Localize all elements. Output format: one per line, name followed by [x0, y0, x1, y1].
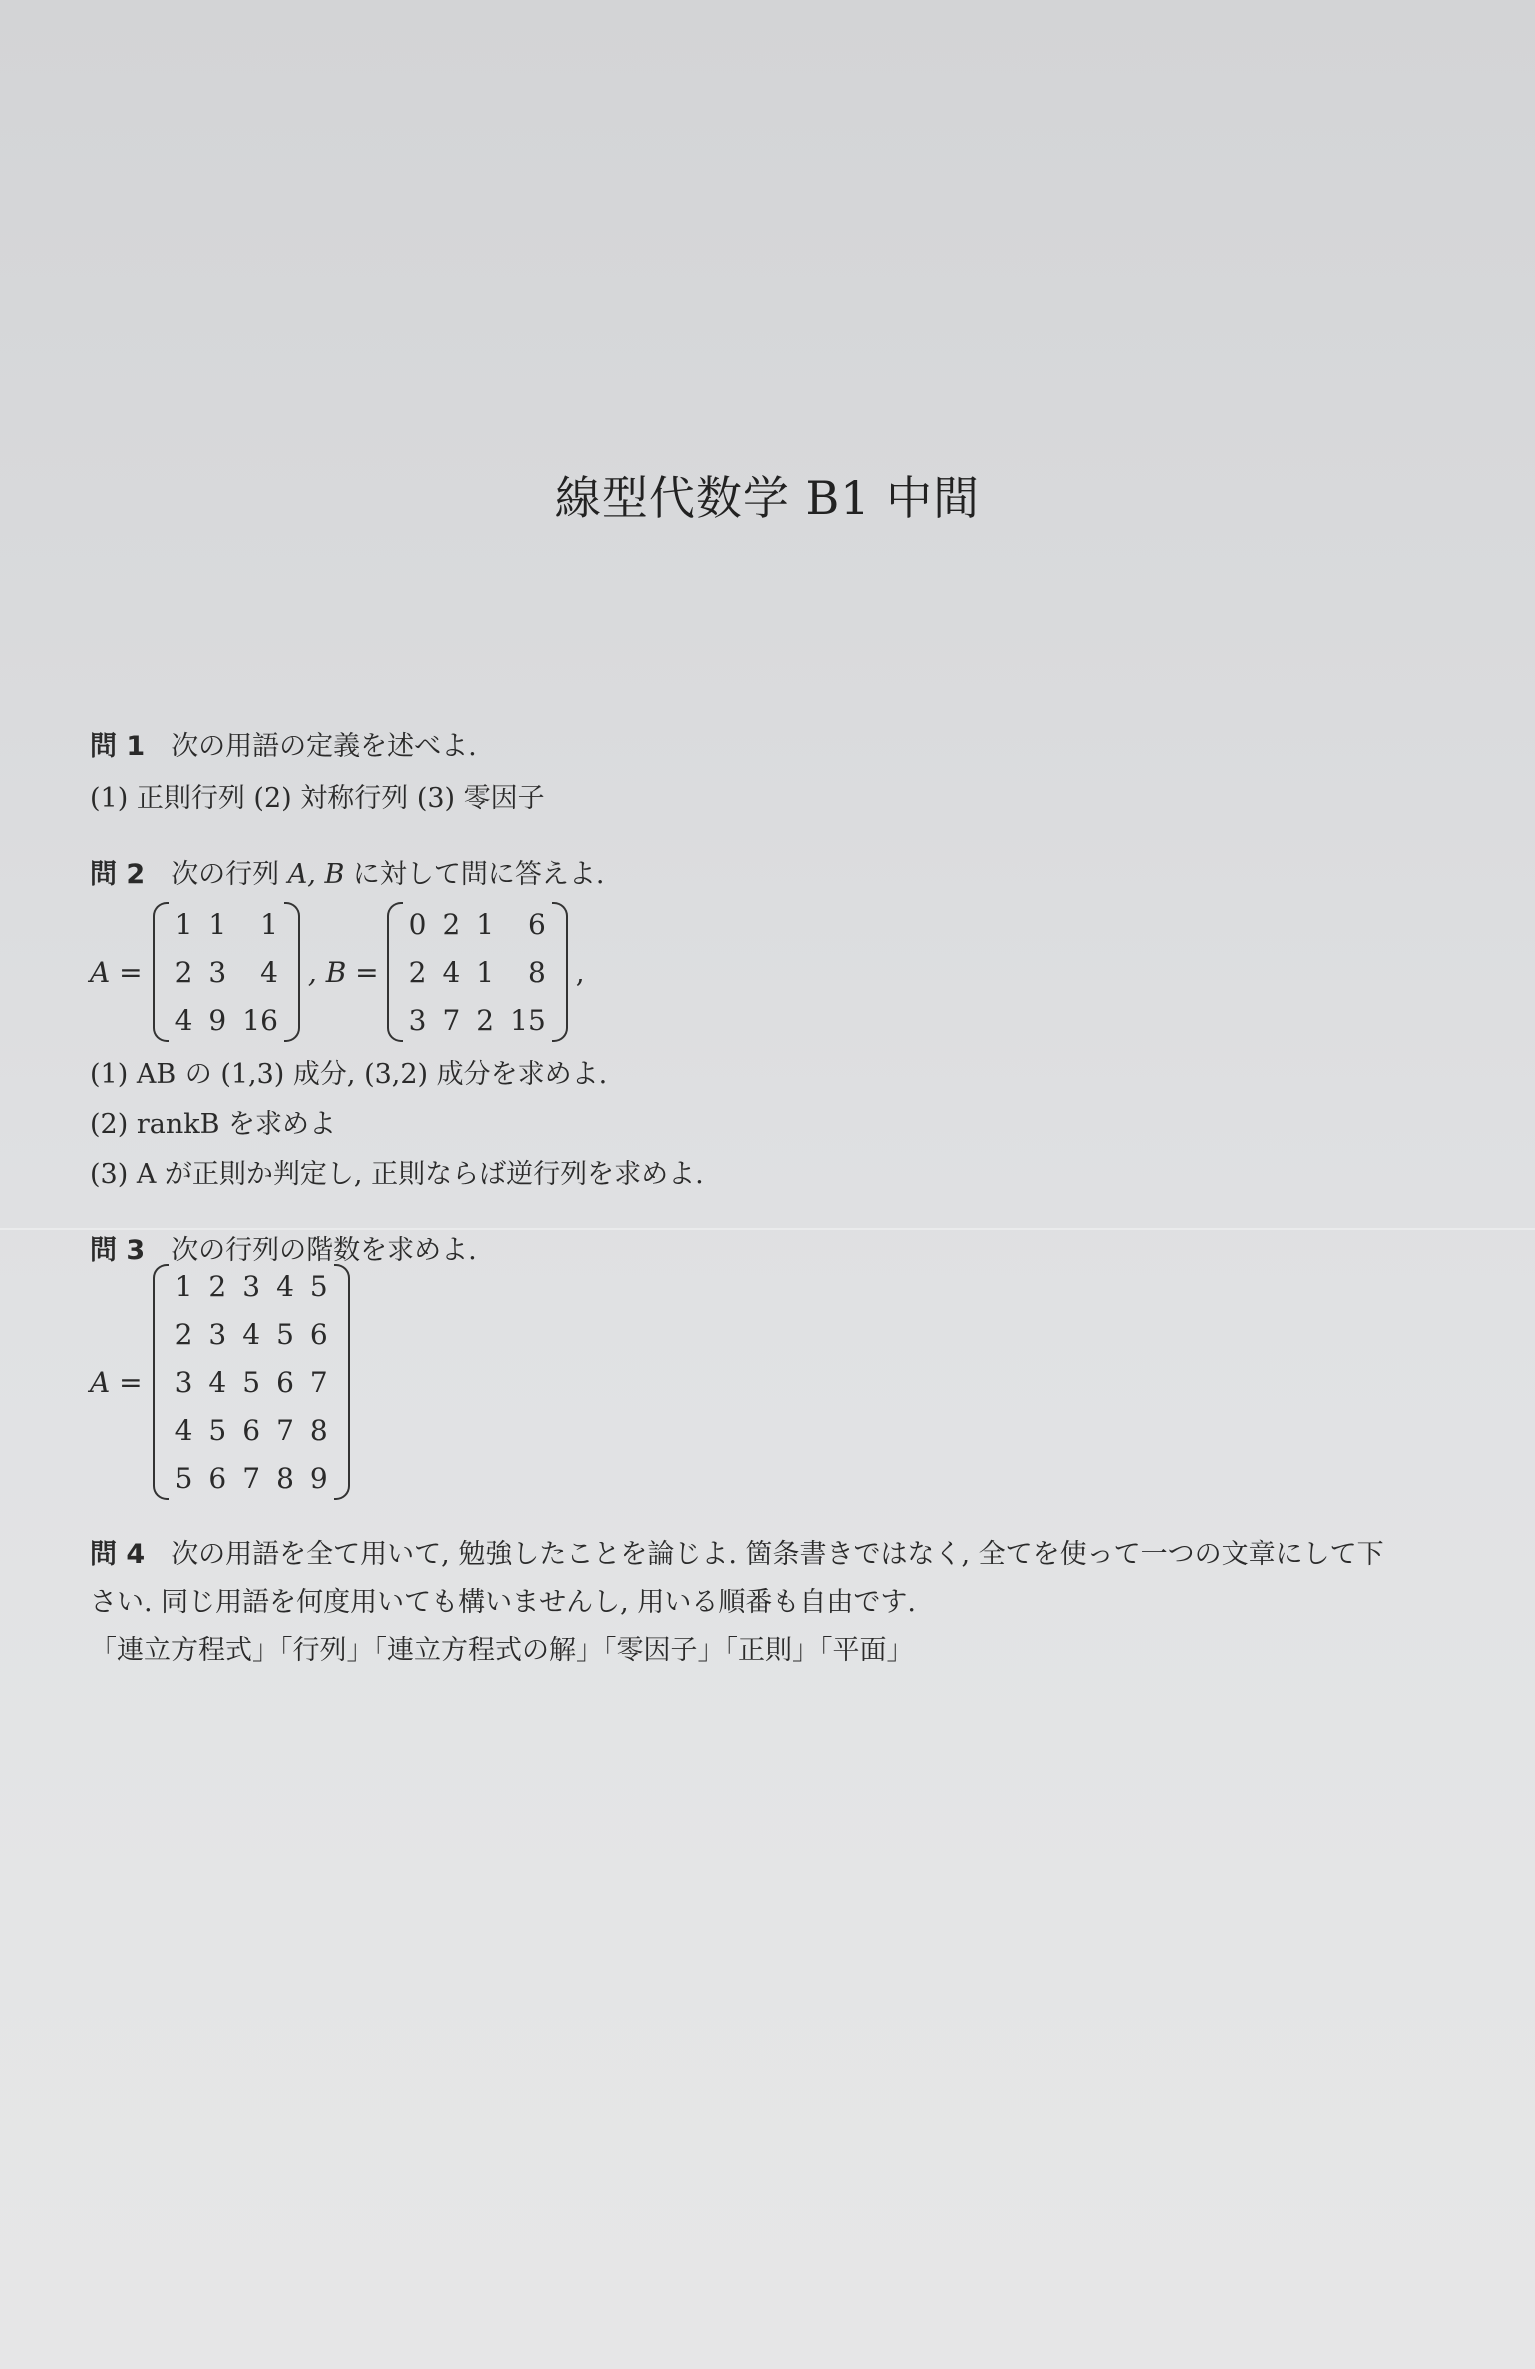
- matrix-b-row: [401, 900, 554, 948]
- matrix-q3-entry: 7: [309, 1365, 328, 1399]
- q4-line1: [90, 1532, 1384, 1571]
- matrix-q3-row: [167, 1310, 336, 1358]
- matrix-q3-entry: 2: [174, 1317, 193, 1351]
- matrix-q3: [153, 1262, 350, 1502]
- q2-sub1: (1) AB の (1,3) 成分, (3,2) 成分を求めよ.: [90, 1059, 608, 1090]
- q1-text: 次の用語の定義を述べよ.: [171, 731, 477, 762]
- matrix-b-entry: 1: [476, 907, 495, 941]
- matrix-q3-entry: 4: [276, 1269, 294, 1303]
- matrix-q3-entry: 5: [276, 1317, 294, 1351]
- matrix-q3-label: A =: [90, 1365, 143, 1399]
- matrix-b-entry: 15: [510, 1003, 546, 1037]
- q2-sub2: (2) rankB を求めよ: [90, 1109, 337, 1140]
- matrix-q3-row: [167, 1358, 336, 1406]
- q2-text-b: に対して問に答えよ.: [344, 859, 605, 890]
- matrix-a: [153, 900, 300, 1044]
- matrix-b-entry: 1: [476, 955, 495, 989]
- q3-text: 次の行列の階数を求めよ.: [171, 1235, 477, 1266]
- matrix-a-entry: 9: [208, 1003, 227, 1037]
- q1-heading: [90, 724, 477, 763]
- matrix-a-entry: 1: [260, 907, 278, 941]
- matrix-a-row: [167, 900, 286, 948]
- matrix-q3-entry: 2: [208, 1269, 227, 1303]
- q4-terms: 「連立方程式」「行列」「連立方程式の解」「零因子」「正則」「平面」: [90, 1635, 914, 1666]
- matrix-b-entry: 7: [442, 1003, 461, 1037]
- matrix-a-entry: 2: [174, 955, 193, 989]
- matrix-b-entry: 3: [408, 1003, 427, 1037]
- matrix-a-entry: 1: [208, 907, 227, 941]
- matrix-q3-entry: 8: [309, 1413, 328, 1447]
- q3-number: 問 3: [90, 1235, 146, 1266]
- q4-number: 問 4: [90, 1539, 146, 1570]
- matrix-a-row: [167, 948, 286, 996]
- q2-text-a: 次の行列: [171, 859, 288, 890]
- matrix-a-row: [167, 996, 286, 1044]
- exam-title: 線型代数学 B1 中間: [554, 471, 981, 525]
- matrix-b: [387, 900, 568, 1044]
- matrix-q3-row: [167, 1406, 336, 1454]
- matrix-q3-entry: 8: [276, 1461, 294, 1495]
- matrix-trailing-comma: ,: [575, 955, 585, 989]
- matrix-q3-row: [167, 1262, 336, 1310]
- q2-sub3: (3) A が正則か判定し, 正則ならば逆行列を求めよ.: [90, 1159, 704, 1190]
- q2-heading: [90, 852, 604, 891]
- matrix-q3-entry: 7: [242, 1461, 261, 1495]
- matrix-b-entry: 0: [408, 907, 427, 941]
- matrix-q3-row: [167, 1454, 336, 1502]
- matrix-b-entry: 4: [442, 955, 461, 989]
- matrix-q3-entry: 3: [208, 1317, 227, 1351]
- matrix-q3-entry: 4: [242, 1317, 261, 1351]
- matrix-q3-entry: 5: [208, 1413, 227, 1447]
- q1-number: 問 1: [90, 731, 146, 762]
- matrix-q3-entry: 6: [208, 1461, 227, 1495]
- matrix-q3-entry: 6: [276, 1365, 294, 1399]
- matrix-q3-entry: 9: [309, 1461, 328, 1495]
- matrix-a-entry: 1: [174, 907, 193, 941]
- matrix-q3-entry: 3: [174, 1365, 193, 1399]
- matrix-q3-entry: 5: [309, 1269, 328, 1303]
- matrix-a-entry: 3: [208, 955, 227, 989]
- matrix-q3-entry: 5: [242, 1365, 261, 1399]
- matrix-b-entry: 2: [408, 955, 427, 989]
- matrix-q3-entry: 6: [242, 1413, 261, 1447]
- matrix-q3-entry: 3: [242, 1269, 261, 1303]
- matrix-b-entry: 6: [527, 907, 546, 941]
- q2-number: 問 2: [90, 859, 146, 890]
- matrix-q3-entry: 5: [174, 1461, 193, 1495]
- matrix-a-entry: 4: [260, 955, 278, 989]
- matrix-b-entry: 8: [527, 955, 546, 989]
- matrix-q3-entry: 7: [276, 1413, 294, 1447]
- matrix-q3-entry: 6: [309, 1317, 328, 1351]
- q3-matrix-row: [90, 1262, 350, 1502]
- matrix-q3-entry: 4: [174, 1413, 193, 1447]
- q2-matrices: [90, 900, 593, 1044]
- matrix-a-entry: 4: [174, 1003, 193, 1037]
- matrix-b-entry: 2: [442, 907, 461, 941]
- matrix-b-label: , B =: [307, 955, 379, 989]
- matrix-a-entry: 16: [242, 1003, 278, 1037]
- q4-line2: さい. 同じ用語を何度用いても構いませんし, 用いる順番も自由です.: [90, 1587, 916, 1618]
- matrix-b-row: [401, 996, 554, 1044]
- matrix-q3-entry: 1: [174, 1269, 193, 1303]
- matrix-a-label: A =: [90, 955, 143, 989]
- matrix-b-entry: 2: [476, 1003, 495, 1037]
- q1-items: (1) 正則行列 (2) 対称行列 (3) 零因子: [90, 783, 545, 814]
- q4-text-line1: 次の用語を全て用いて, 勉強したことを論じよ. 箇条書きではなく, 全てを使って一つの文章にして下: [171, 1539, 1384, 1570]
- q2-text-vars: A, B: [287, 859, 345, 890]
- matrix-b-row: [401, 948, 554, 996]
- matrix-q3-entry: 4: [208, 1365, 227, 1399]
